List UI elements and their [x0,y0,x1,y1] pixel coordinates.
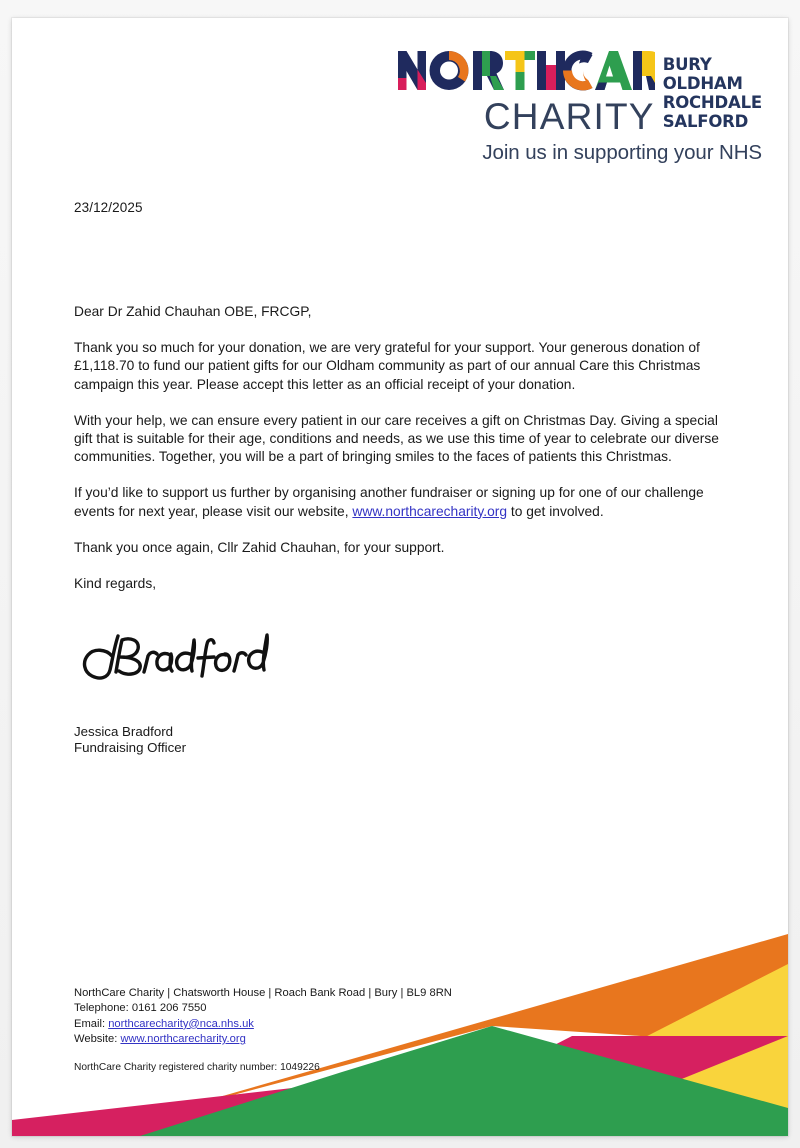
letter-A [595,51,632,90]
signatory-name: Jessica Bradford [74,724,174,739]
letter-T [505,51,535,90]
paragraph-3-text-before: If you’d like to support us further by organising another fundraiser or signing up for one of our challenge events for next year, please visit our website, [74,485,704,519]
signatory-block [74,724,186,756]
letter-page [12,18,788,1136]
logo-wordmark-charity: CHARITY [483,95,655,137]
footer-website-line [74,1032,452,1047]
footer-telephone: Telephone: 0161 206 7550 [74,1002,207,1015]
borough-bury: BURY [662,55,712,74]
letter-R [473,51,504,90]
logo-tagline: Join us in supporting your NHS [482,140,762,164]
footer-email-label: Email: [74,1017,109,1030]
logo-wordmark [397,50,655,137]
letter-H [537,51,565,90]
letter-paragraph-4: Thank you once again, Cllr Zahid Chauhan, for your support. [74,539,445,555]
footer-registration: NorthCare Charity registered charity number: 1049226 [74,1062,320,1073]
borough-oldham: OLDHAM [662,74,743,94]
footer-contact-block [74,986,452,1047]
footer-email-link[interactable]: northcarecharity@nca.nhs.uk [108,1017,254,1030]
letter-paragraph-2: With your help, we can ensure every patient in our care receives a gift on Christmas Day. Giving a special gift that is suitable for their age, conditions and needs, as we use this time of year to celebrate our diverse communities. Together, you will be a part of bringing smiles to the faces of patients this Christmas. [74,412,719,465]
letter-salutation: Dear Dr Zahid Chauhan OBE, FRCGP, [74,304,312,319]
footer-website-link[interactable]: www.northcarecharity.org [120,1033,246,1046]
letter-C [563,51,593,91]
letter-body [74,303,724,611]
logo-wordmark-northcare [397,50,655,97]
letterhead [372,50,762,165]
logo-boroughs [663,50,762,132]
website-link-inline[interactable]: www.northcarecharity.org [352,503,508,519]
logo [372,50,762,137]
footer-email-line [74,1017,452,1032]
footer-website-label: Website: [74,1033,121,1046]
letter-paragraph-1: Thank you so much for your donation, we are very grateful for your support. Your generous donation of £1,118.70 to fund our patient gifts for our Oldham community as part of our annual Care this Christmas campaign this year. Please accept this letter as an official receipt of your donation. [74,340,701,392]
footer-address: NorthCare Charity | Chatsworth House | Roach Bank Road | Bury | BL9 8RN [74,987,452,999]
letter-closing: Kind regards, [74,576,157,592]
letter-O [429,51,468,90]
handwritten-signature-svg [74,624,304,694]
borough-salford: SALFORD [662,112,749,132]
signatory-title: Fundraising Officer [74,740,187,756]
letter-N [398,51,426,90]
letter-R-2 [633,51,655,90]
borough-rochdale: ROCHDALE [662,93,762,113]
letter-paragraph-3 [74,484,724,520]
signature-image [74,624,314,694]
northcare-letters-svg [397,50,655,91]
paragraph-3-text-after: to get involved. [507,503,604,519]
letter-date: 23/12/2025 [74,200,143,215]
